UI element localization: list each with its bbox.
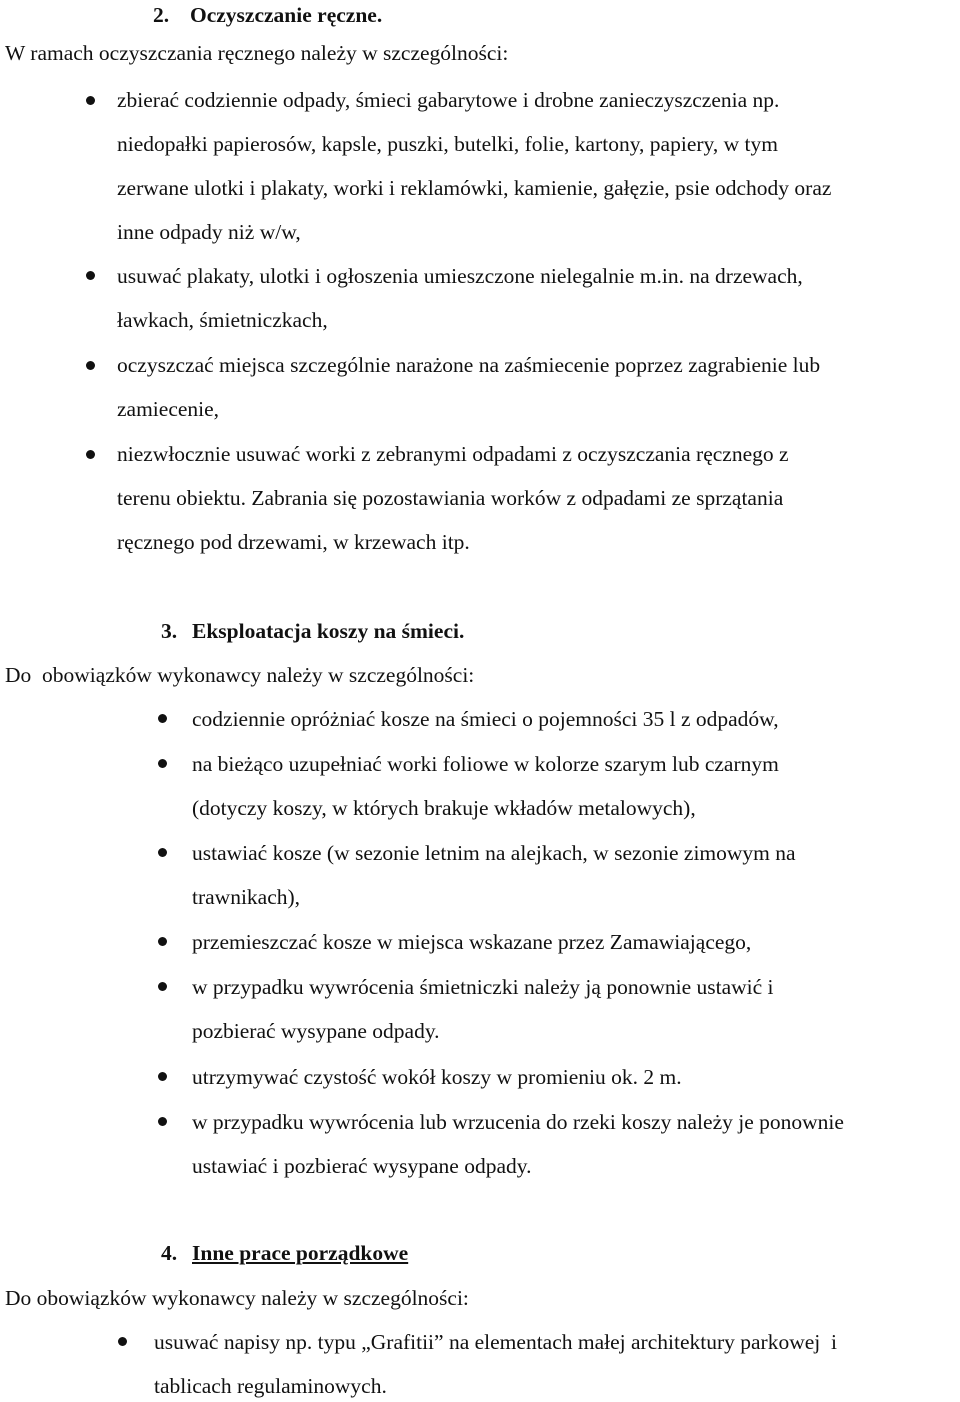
section-3-item-5-line-1: w przypadku wywrócenia śmietniczki należy ją ponownie ustawić i — [192, 975, 774, 999]
section-3-title: Eksploatacja koszy na śmieci. — [192, 619, 465, 643]
section-3-item-7-line-1: w przypadku wywrócenia lub wrzucenia do rzeki koszy należy je ponownie — [192, 1110, 844, 1134]
section-4-intro: Do obowiązków wykonawcy należy w szczególności: — [5, 1286, 469, 1310]
section-2-number: 2. — [153, 3, 170, 27]
bullet-icon — [158, 848, 167, 857]
section-2-item-1-line-2: niedopałki papierosów, kapsle, puszki, butelki, folie, kartony, papiery, w tym — [117, 132, 778, 156]
section-3-item-7-line-2: ustawiać i pozbierać wysypane odpady. — [192, 1154, 532, 1178]
bullet-icon — [158, 1117, 167, 1126]
section-3-item-3-line-1: ustawiać kosze (w sezonie letnim na alejkach, w sezonie zimowym na — [192, 841, 796, 865]
bullet-icon — [158, 982, 167, 991]
section-2-title: Oczyszczanie ręczne. — [190, 3, 383, 27]
section-4-title: Inne prace porządkowe — [192, 1241, 409, 1265]
section-4-heading — [0, 1238, 960, 1268]
section-2-item-2-line-1: usuwać plakaty, ulotki i ogłoszenia umieszczone nielegalnie m.in. na drzewach, — [117, 264, 803, 288]
section-2-item-4-line-3: ręcznego pod drzewami, w krzewach itp. — [117, 530, 470, 554]
section-4-item-1-line-1: usuwać napisy np. typu „Grafitii” na elementach małej architektury parkowej i — [154, 1330, 837, 1354]
section-3-item-5-line-2: pozbierać wysypane odpady. — [192, 1019, 440, 1043]
section-2-intro: W ramach oczyszczania ręcznego należy w szczególności: — [5, 41, 509, 65]
bullet-icon — [158, 937, 167, 946]
section-3-item-2-line-2: (dotyczy koszy, w których brakuje wkładów metalowych), — [192, 796, 696, 820]
section-3-item-6-line-1: utrzymywać czystość wokół koszy w promieniu ok. 2 m. — [192, 1065, 682, 1089]
section-3-intro: Do obowiązków wykonawcy należy w szczególności: — [5, 663, 475, 687]
bullet-icon — [118, 1337, 127, 1346]
section-2-item-3-line-2: zamiecenie, — [117, 397, 220, 421]
section-3-heading — [0, 616, 960, 646]
section-2-item-1-line-4: inne odpady niż w/w, — [117, 220, 301, 244]
section-2-item-3-line-1: oczyszczać miejsca szczególnie narażone na zaśmiecenie poprzez zagrabienie lub — [117, 353, 821, 377]
section-2-item-2-line-2: ławkach, śmietniczkach, — [117, 308, 328, 332]
bullet-icon — [158, 1072, 167, 1081]
bullet-icon — [86, 450, 95, 459]
bullet-icon — [86, 271, 95, 280]
section-4-number: 4. — [161, 1241, 178, 1265]
section-2-item-1-line-3: zerwane ulotki i plakaty, worki i reklamówki, kamienie, gałęzie, psie odchody oraz — [117, 176, 832, 200]
section-2-heading — [0, 0, 960, 30]
section-4-item-1-line-2: tablicach regulaminowych. — [154, 1374, 387, 1398]
bullet-icon — [158, 714, 167, 723]
section-3-item-2-line-1: na bieżąco uzupełniać worki foliowe w kolorze szarym lub czarnym — [192, 752, 779, 776]
bullet-icon — [86, 361, 95, 370]
bullet-icon — [158, 759, 167, 768]
section-2-item-4-line-1: niezwłocznie usuwać worki z zebranymi odpadami z oczyszczania ręcznego z — [117, 442, 789, 466]
section-3-item-1-line-1: codziennie opróżniać kosze na śmieci o pojemności 35 l z odpadów, — [192, 707, 779, 731]
section-3-item-3-line-2: trawnikach), — [192, 885, 301, 909]
section-3-number: 3. — [161, 619, 178, 643]
section-2-item-1-line-1: zbierać codziennie odpady, śmieci gabarytowe i drobne zanieczyszczenia np. — [117, 88, 780, 112]
bullet-icon — [86, 96, 95, 105]
section-3-item-4-line-1: przemieszczać kosze w miejsca wskazane przez Zamawiającego, — [192, 930, 752, 954]
section-2-item-4-line-2: terenu obiektu. Zabrania się pozostawiania worków z odpadami ze sprzątania — [117, 486, 784, 510]
